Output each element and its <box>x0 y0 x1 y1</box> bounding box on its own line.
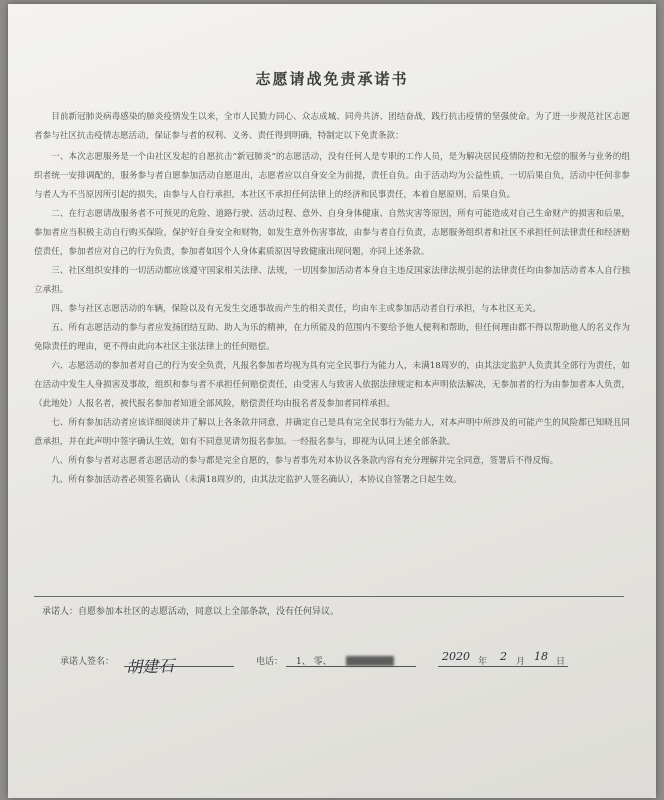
signer-label: 承诺人签名： <box>60 657 115 667</box>
clause-5: 五、所有志愿活动的参与者应发扬团结互助、助人为乐的精神，在力所能及的范围内不要给予他人便利和帮助，但任何理由都不得以帮助他人的名义作为免除责任的理由，更不得由此向本社区主张法律上的任何赔偿。 <box>34 323 630 352</box>
confirmation-statement: 承诺人：自愿参加本社区的志愿活动，同意以上全部条款，没有任何异议。 <box>42 607 340 617</box>
document-sheet <box>8 4 656 798</box>
month-label: 月 <box>516 657 526 667</box>
section-divider <box>34 596 624 597</box>
handwritten-signature: 胡建石 <box>125 656 175 677</box>
document-body <box>34 108 630 490</box>
clause-2: 二、在行志愿请战服务者不可预见的危险、道路行驶、活动过程、意外、自身身体健康、自然灾害等原因，所有可能造成对自己生命财产的损害和后果，参加者应当积极主动自行购买保险，保护好自身安全和财物，如发生意外伤害事故，由参与者自行负责，志愿服务组织者和社区不承担任何法律责任和经济赔偿责任，参加者应对自己的行为负责，参加者如因个人身体素质原因导致健康出现问题，亦同上述条款。 <box>34 209 630 257</box>
date-month: 2 <box>500 650 507 663</box>
clause-6: 六、志愿活动的参加者对自己的行为安全负责，凡报名参加者均视为具有完全民事行为能力人，未满18周岁的，由其法定监护人负责其全部行为责任，如在活动中发生人身损害及事故，组织和参与者不承担任何赔偿责任，由受害人与致害人依据法律规定和本声明依法解决，无参加者的行为由参加者本人负责，（此地处）人报名者，被代报名参加者知道全部风险，赔偿责任均由报名者及参加者同样承担。 <box>34 361 630 409</box>
clause-8: 八、所有参与者对志愿者志愿活动的参与都是完全自愿的，参与者事先对本协议各条款内容有充分理解并完全同意，签署后不得反悔。 <box>51 456 559 466</box>
clause-4: 四、参与社区志愿活动的车辆，保险以及有无发生交通事故而产生的相关责任，均由车主或参加活动者自行承担，与本社区无关。 <box>51 304 542 314</box>
phone-value: 1、 零、 <box>296 657 332 667</box>
year-label: 年 <box>478 657 488 667</box>
document-title: 志愿请战免责承诺书 <box>255 70 409 88</box>
date-day: 18 <box>534 650 548 663</box>
day-label: 日 <box>556 657 566 667</box>
date-year: 2020 <box>442 650 470 663</box>
intro-paragraph: 目前新冠肺炎病毒感染的肺炎疫情发生以来，全市人民勠力同心、众志成城、同舟共济、团结奋战，践行抗击疫情的坚强使命。为了进一步规范社区志愿者参与社区抗击疫情志愿活动，保证参与者的权利、义务、责任得到明确，特制定以下免责条款： <box>34 112 630 141</box>
phone-label: 电话： <box>256 657 284 667</box>
signature-row <box>60 648 620 677</box>
clause-3: 三、社区组织安排的一切活动都应该遵守国家相关法律、法规，一切因参加活动者本身自主违反国家法律法规引起的法律责任均由参加活动者本人自行独立承担。 <box>34 266 630 295</box>
clause-9: 九、所有参加活动者必须签名确认（未满18周岁的，由其法定监护人签名确认），本协议自签署之日起生效。 <box>51 475 462 485</box>
redaction-block <box>346 656 394 666</box>
clause-7: 七、所有参加活动者应该详细阅读并了解以上各条款并同意，并确定自己是具有完全民事行为能力人，对本声明中所涉及的可能产生的风险都已知晓且同意承担，并在此声明中签字确认生效，如有不同意见请勿报名参加。一经报名参与，即视为认同上述全部条款。 <box>34 418 630 447</box>
date-line <box>438 666 568 667</box>
phone-line <box>286 666 416 667</box>
signature-line <box>124 666 234 667</box>
clause-1: 一、本次志愿服务是一个由社区发起的自愿抗击“新冠肺炎”的志愿活动，没有任何人是专职的工作人员，是为解决居民疫情防控和无偿的服务与业务的组织者统一安排调配的，服务参与者自愿参加活动自愿退出，志愿者应以自身安全为前提，责任自负。由于活动均为公益性质，一切后果自负，活动中任何非参与者人为不当原因所引起的损失，由参与人自行承担，本社区不承担任何法律上的经济和民事责任，本着自愿原则，后果自负。 <box>34 152 630 200</box>
